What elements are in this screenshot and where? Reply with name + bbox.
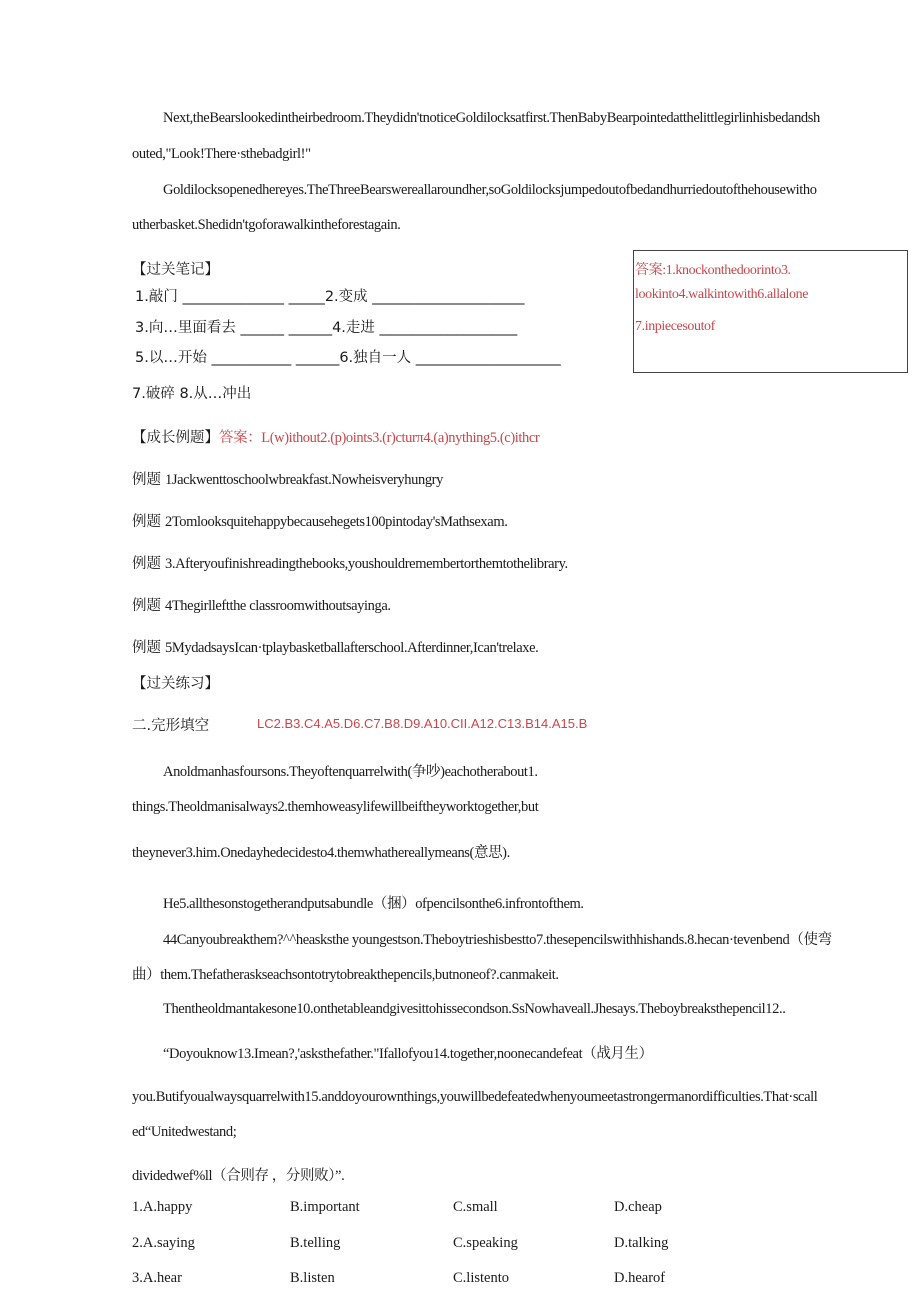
notes-row-1: 1.敲门 ______________ _____2.变成 _____________________ bbox=[135, 289, 525, 305]
passage-line-2: things.Theoldmanisalways2.themhoweasylifewillbeiftheyworktogether,but bbox=[132, 799, 539, 815]
option-2-b: B.telling bbox=[290, 1235, 341, 1251]
passage-line-1: Anoldmanhasfoursons.Theyoftenquarrelwith(争吵)eachotherabout1. bbox=[163, 764, 538, 780]
notes-heading: 【过关笔记】 bbox=[132, 262, 219, 278]
option-2-c: C.speaking bbox=[453, 1235, 518, 1251]
example-4: 例题 4Thegirlleftthe classroomwithoutsayinga. bbox=[132, 598, 391, 614]
answer-box-line1: 答案:1.knockonthedoorinto3. bbox=[635, 263, 791, 278]
option-2-a: 2.A.saying bbox=[132, 1235, 195, 1251]
passage-line-3: theynever3.him.Onedayhedecidesto4.themwhathereallymeans(意思). bbox=[132, 845, 510, 861]
option-3-a: 3.A.hear bbox=[132, 1270, 182, 1286]
practice-heading: 【过关练习】 bbox=[132, 676, 219, 692]
option-3-d: D.hearof bbox=[614, 1270, 666, 1286]
passage-line-8a: you.Butifyoualwaysquarrelwith15.anddoyourownthings,youwillbedefeatedwhenyoumeetastrongermanordifficulties.That·scall bbox=[132, 1089, 818, 1105]
example-3: 例题 3.Afteryoufinishreadingthebooks,youshouldremembertorthemtothelibrary. bbox=[132, 556, 568, 572]
passage-line-4: He5.allthesonstogetherandputsabundle（捆）ofpencilsonthe6.infrontofthem. bbox=[163, 896, 584, 912]
option-1-a: 1.A.happy bbox=[132, 1199, 193, 1215]
passage-line-5a: 44Canyoubreakthem?^^heasksthe youngestson.Theboytrieshisbestto7.thesepencilswithhishands.8.hecan·tevenbend（使弯 bbox=[163, 932, 832, 948]
passage-line-7: “Doyouknow13.Imean?,'asksthefather."Ifallofyou14.together,noonecandefeat（战月生） bbox=[163, 1046, 653, 1062]
example-5: 例题 5MydadsaysIcan·tplaybasketballafterschool.Afterdinner,Ican'trelaxe. bbox=[132, 640, 539, 656]
notes-row-3: 5.以…开始 ___________ ______6.独自一人 ____________________ bbox=[135, 350, 561, 366]
story-p1-line1: Next,theBearslookedintheirbedroom.Theydidn'tnoticeGoldilocksatfirst.ThenBabyBearpointedatthelittlegirlinhisbedandsh bbox=[163, 110, 820, 126]
option-1-c: C.small bbox=[453, 1199, 498, 1215]
story-p1-line2: outed,"Look!There·sthebadgirl!" bbox=[132, 146, 311, 162]
passage-line-5b: 曲）them.Thefatheraskseachsontotrytobreakthepencils,butnoneof?.canmakeit. bbox=[132, 967, 559, 983]
option-1-b: B.important bbox=[290, 1199, 360, 1215]
option-2-d: D.talking bbox=[614, 1235, 669, 1251]
option-1-d: D.cheap bbox=[614, 1199, 662, 1215]
passage-line-8b: ed“Unitedwestand; bbox=[132, 1124, 237, 1140]
answer-box-line3: 7.inpiecesoutof bbox=[635, 319, 715, 334]
growth-heading-row bbox=[132, 426, 539, 447]
option-3-c: C.listento bbox=[453, 1270, 509, 1286]
practice-section-title: 二.完形填空 bbox=[132, 718, 210, 734]
growth-heading: 【成长例题】 bbox=[132, 430, 219, 446]
notes-row-4: 7.破碎 8.从…冲出 bbox=[132, 386, 252, 402]
example-1: 例题 1Jackwenttoschoolwbreakfast.Nowheisveryhungry bbox=[132, 472, 443, 488]
answer-box bbox=[633, 250, 908, 373]
option-3-b: B.listen bbox=[290, 1270, 335, 1286]
passage-line-9: dividedwef%ll（合则存 ，分则败）”. bbox=[132, 1168, 345, 1184]
passage-line-6: Thentheoldmantakesone10.onthetableandgivesittohissecondson.SsNowhaveall.Jhesays.Theboybreaksthepencil12.. bbox=[163, 1001, 786, 1017]
story-p2-line1: Goldilocksopenedhereyes.TheThreeBearswereallaroundher,soGoldilocksjumpedoutofbedandhurriedoutofthehousewitho bbox=[163, 182, 817, 198]
growth-answer: 答案：L(w)ithout2.(p)oints3.(r)cturπ4.(a)nything5.(c)ithcr bbox=[219, 430, 540, 446]
story-p2-line2: utherbasket.Shedidn'tgoforawalkintheforestagain. bbox=[132, 217, 401, 233]
answer-box-line2: lookinto4.walkintowith6.allalone bbox=[635, 287, 809, 302]
practice-answer: LC2.B3.C4.A5.D6.C7.B8.D9.A10.CII.A12.C13.B14.A15.B bbox=[257, 716, 588, 731]
notes-row-2: 3.向…里面看去 ______ ______4.走进 ___________________ bbox=[135, 320, 518, 336]
example-2: 例题 2Tomlooksquitehappybecausehegets100pintoday'sMathsexam. bbox=[132, 514, 508, 530]
